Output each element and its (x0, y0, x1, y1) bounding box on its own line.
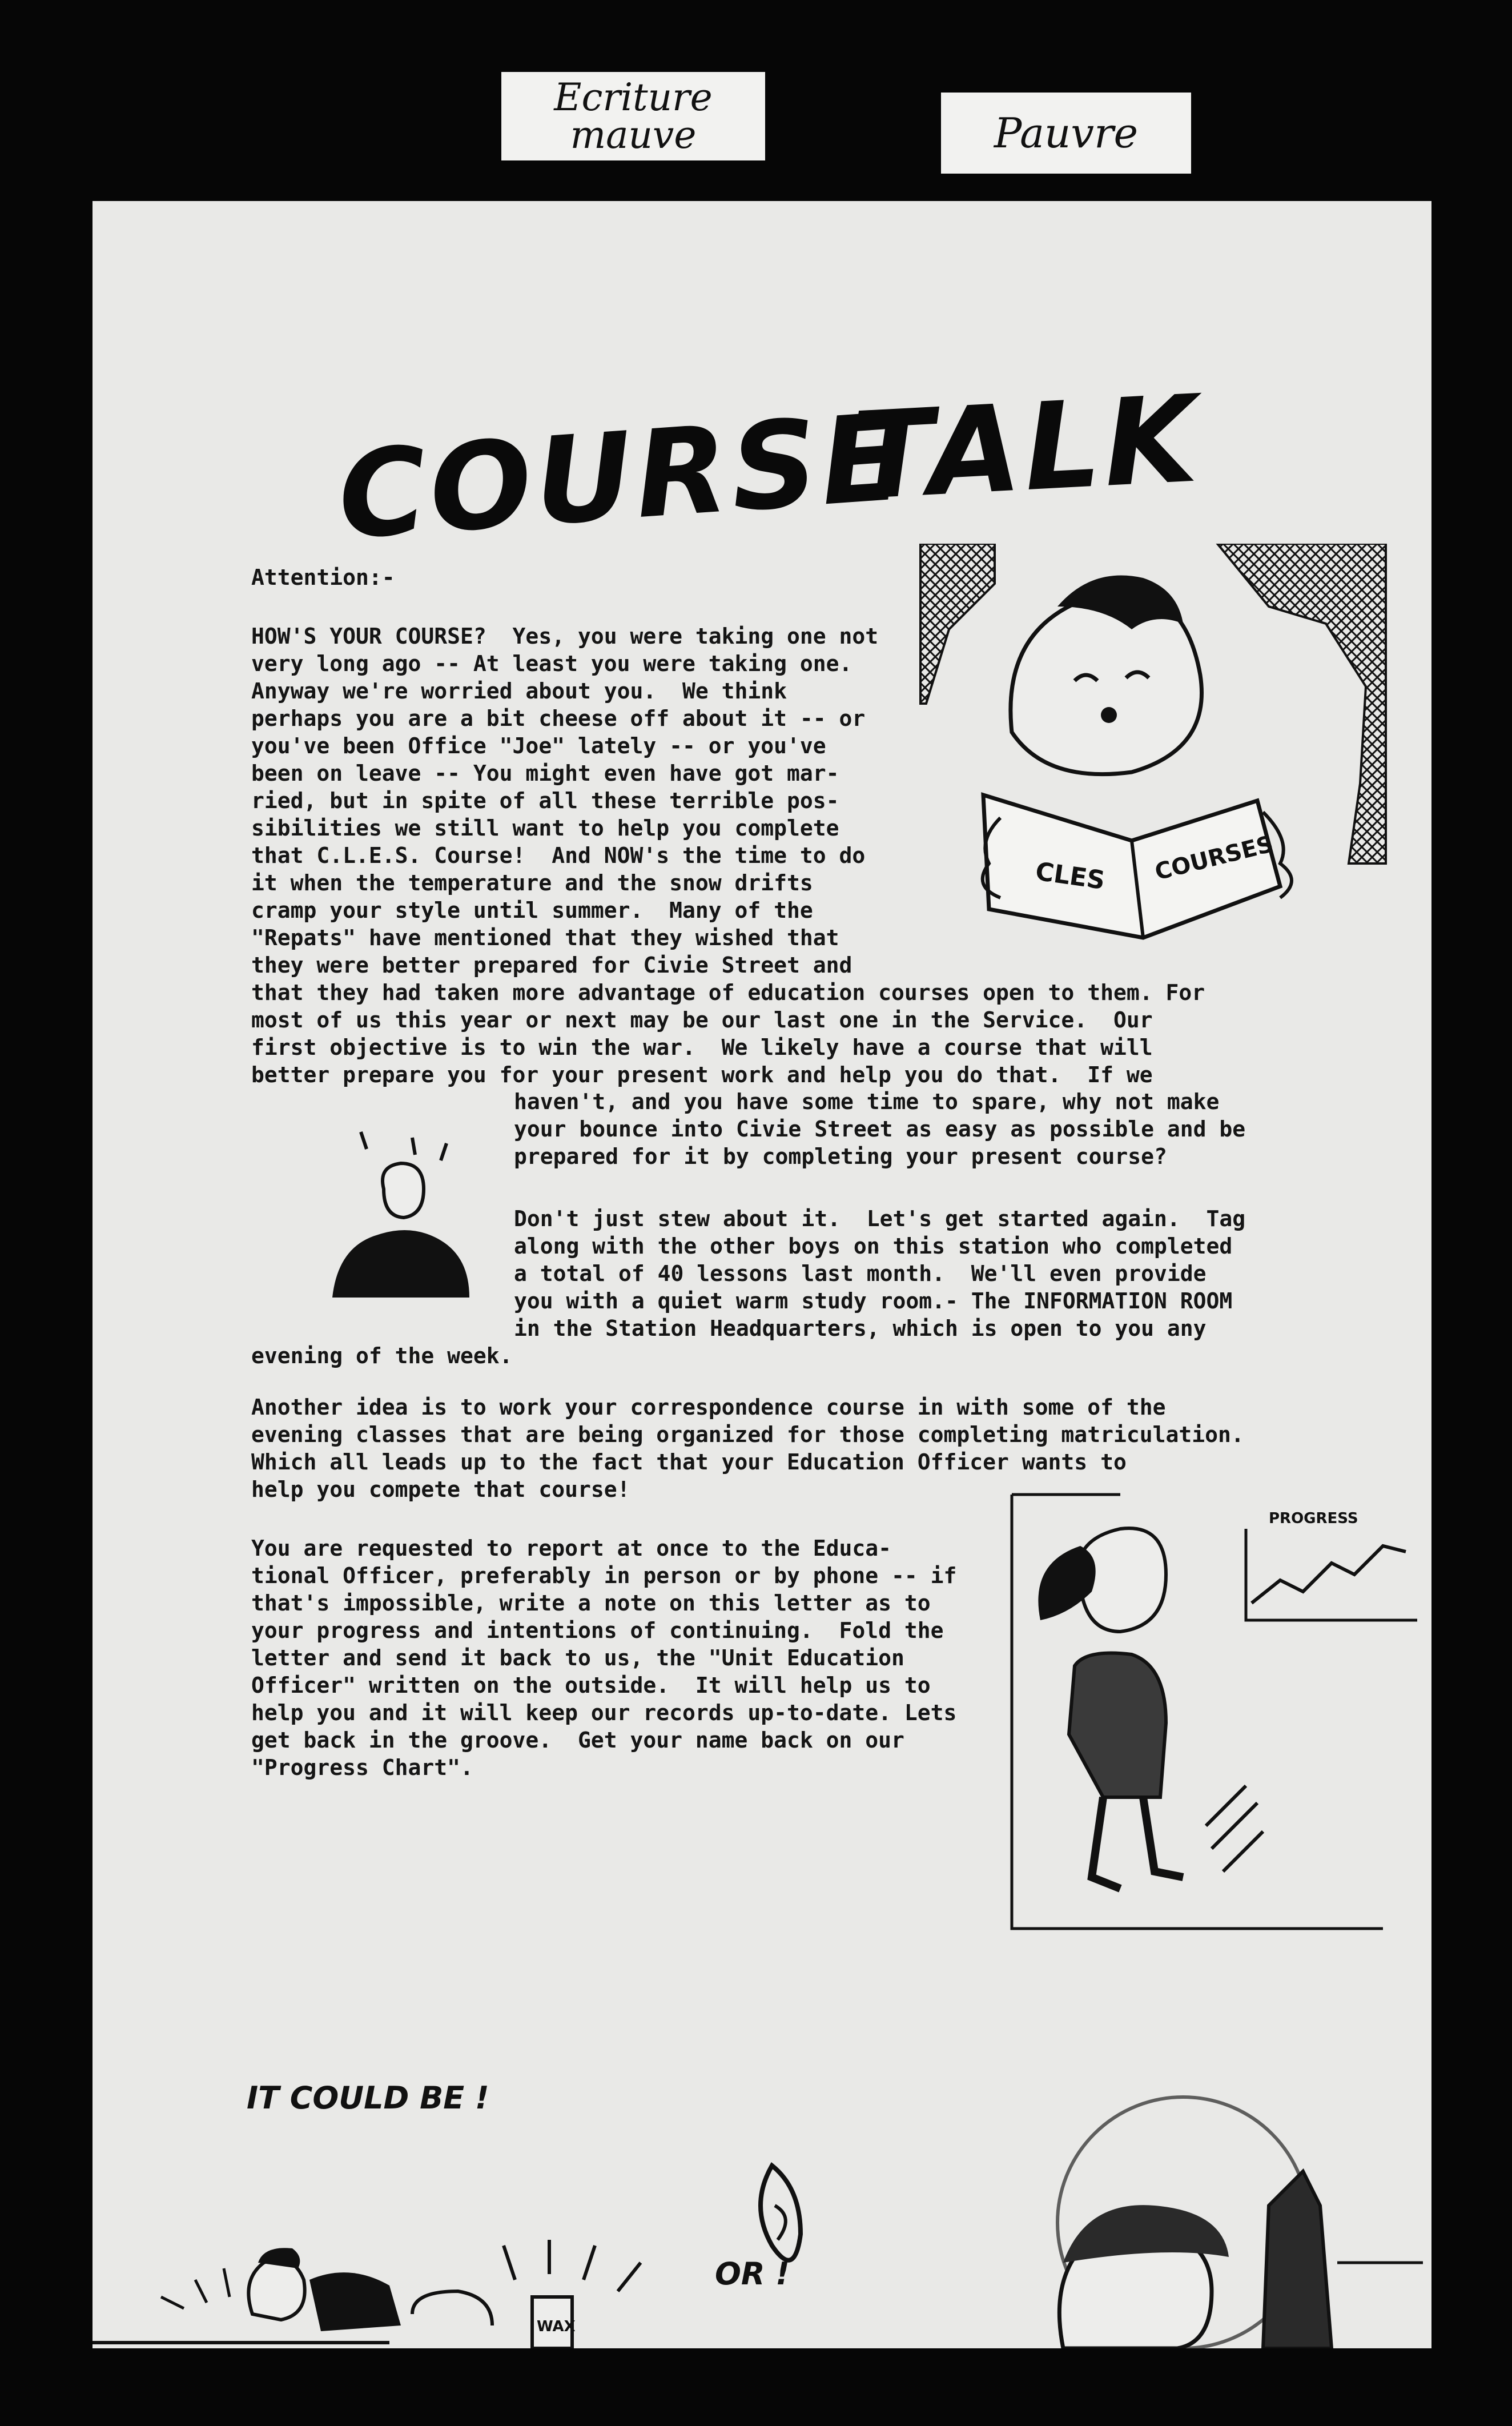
text-line: "Progress Chart". (251, 1755, 473, 1780)
can-label: WAX (537, 2318, 576, 2335)
text-line: help you and it will keep our records up-to-date. Lets (251, 1700, 957, 1725)
text-line: along with the other boys on this station who completed (514, 1234, 1233, 1259)
title-talk: TALK (849, 369, 1204, 527)
cartoon-worried-figure (298, 1115, 515, 1309)
paragraph-2-end: evening of the week. (251, 1343, 513, 1368)
text-line: prepared for it by completing your present course? (514, 1144, 1167, 1169)
text-line: Which all leads up to the fact that your Education Officer wants to (251, 1449, 1127, 1475)
paragraph-1-continued (514, 1088, 1245, 1170)
text-line: tional Officer, preferably in person or by phone -- if (251, 1563, 957, 1588)
text-line: you with a quiet warm study room.- The INFORMATION ROOM (514, 1288, 1233, 1314)
text-line: You are requested to report at once to the Educa- (251, 1536, 892, 1561)
chart-title: PROGRESS (1269, 1510, 1358, 1527)
text-line: that's impossible, write a note on this letter as to (251, 1590, 931, 1616)
text-line: most of us this year or next may be our last one in the Service. Our (251, 1007, 1153, 1033)
text-line: that they had taken more advantage of education courses open to them. For (251, 980, 1205, 1005)
text-line: perhaps you are a bit cheese off about it -- or (251, 706, 866, 731)
text-line: evening classes that are being organized for those completing matriculation. (251, 1422, 1244, 1447)
text-line: HOW'S YOUR COURSE? Yes, you were taking one not (251, 624, 879, 649)
text-line: "Repats" have mentioned that they wished that (251, 925, 839, 950)
text-line: better prepare you for your present work and help you do that. If we (251, 1062, 1153, 1087)
book-right-label: COURSES (1152, 830, 1276, 886)
text-line: Don't just stew about it. Let's get started again. Tag (514, 1206, 1246, 1231)
title-course: COURSE (333, 387, 911, 567)
paragraph-4 (251, 1535, 956, 1781)
text-line: Officer" written on the outside. It will help us to (251, 1673, 931, 1698)
document-page (93, 201, 1431, 2348)
attention-line: Attention:- (251, 565, 395, 590)
text-line: that C.L.E.S. Course! And NOW's the time to do (251, 843, 866, 868)
text-line: been on leave -- You might even have got mar- (251, 761, 839, 786)
cartoon-progress-chart (1006, 1477, 1429, 1937)
paragraph-2 (514, 1205, 1245, 1342)
text-line: cramp your style until summer. Many of the (251, 898, 813, 923)
text-line: you've been Office "Joe" lately -- or you've (251, 733, 826, 758)
text-line: in the Station Headquarters, which is open to you any (514, 1316, 1207, 1341)
text-line: your progress and intentions of continuing. Fold the (251, 1618, 944, 1643)
cartoon-bottom-scene (93, 2074, 1431, 2348)
text-line: it when the temperature and the snow drifts (251, 870, 813, 895)
handwritten-label-pauvre: Pauvre (941, 93, 1191, 174)
text-line: ried, but in spite of all these terrible pos- (251, 788, 839, 813)
book-left-label: CLES (1034, 857, 1107, 895)
cartoon-reading-soldier (915, 544, 1392, 966)
text-line: a total of 40 lessons last month. We'll even provide (514, 1261, 1207, 1286)
caption-it-could-be: IT COULD BE ! (247, 2080, 489, 2116)
handwritten-label-ecriture (501, 72, 765, 160)
text-line: Another idea is to work your correspondence course in with some of the (251, 1395, 1166, 1420)
text-line: get back in the groove. Get your name back on our (251, 1728, 904, 1753)
text-line: they were better prepared for Civie Street and (251, 953, 852, 978)
text-line: haven't, and you have some time to spare, why not make (514, 1089, 1220, 1114)
text-line: Anyway we're worried about you. We think (251, 678, 787, 704)
text-line: help you compete that course! (251, 1477, 630, 1502)
label-line-1: Ecriture (554, 75, 713, 119)
text-line: sibilities we still want to help you complete (251, 816, 839, 841)
text-line: first objective is to win the war. We likely have a course that will (251, 1035, 1153, 1060)
text-line: letter and send it back to us, the "Unit Education (251, 1645, 904, 1670)
text-line: your bounce into Civie Street as easy as possible and be (514, 1116, 1246, 1142)
label-line-2: mauve (570, 113, 697, 157)
text-line: very long ago -- At least you were taking one. (251, 651, 852, 676)
caption-or: OR ! (715, 2256, 790, 2292)
